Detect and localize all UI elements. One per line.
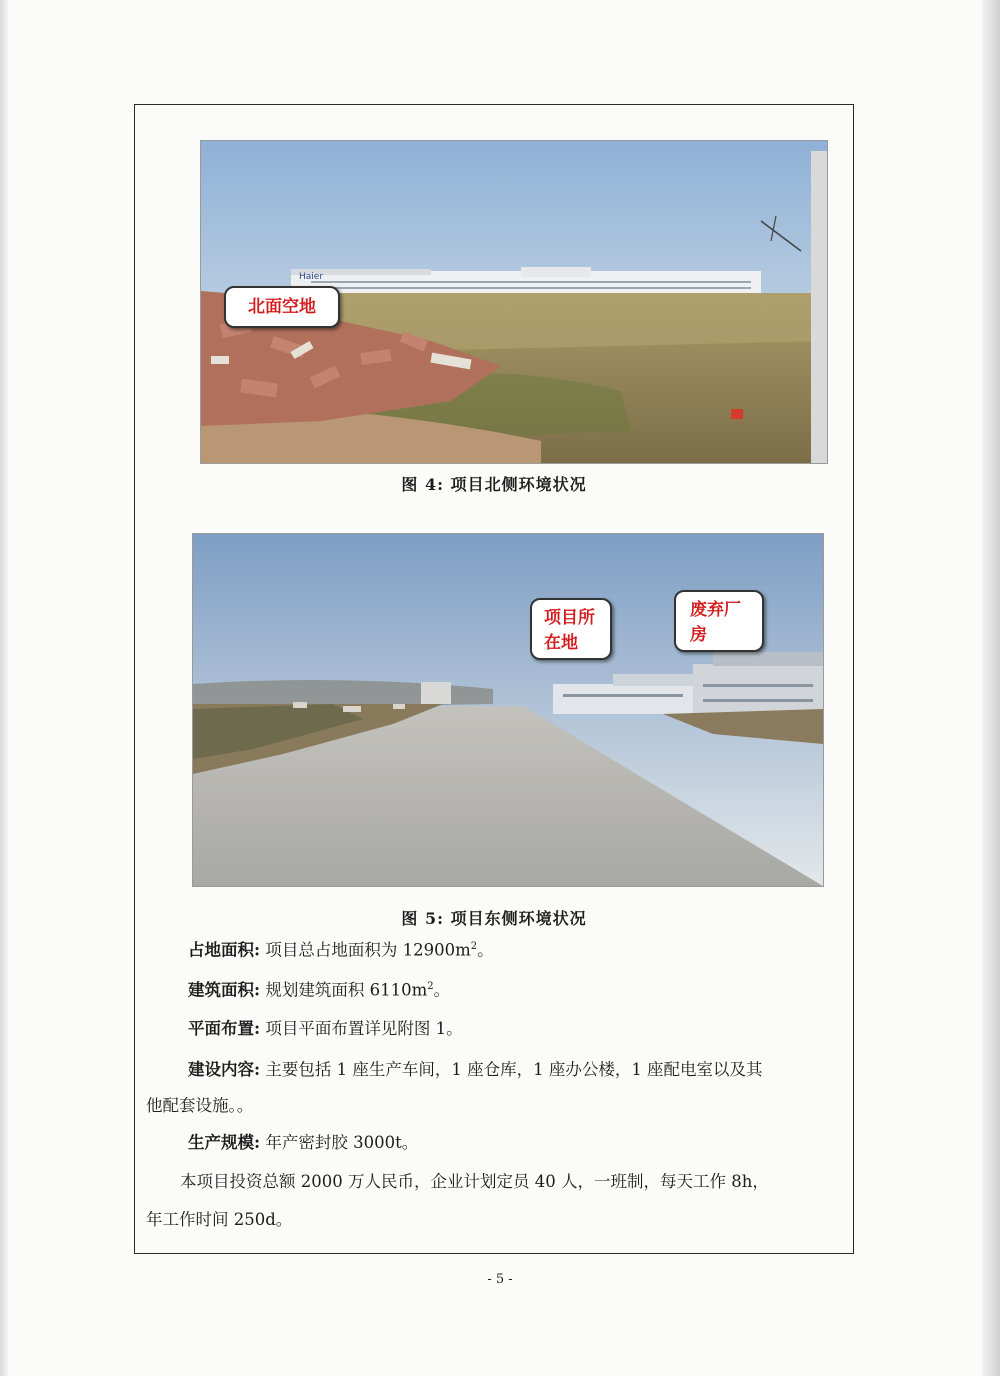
- figure-4-caption: 图 4: 项目北侧环境状况: [401, 475, 587, 494]
- construction-content-paragraph: [146, 1062, 888, 1079]
- site-area-label: 占地面积:: [188, 940, 261, 960]
- building-area-sup: 2: [427, 981, 434, 992]
- site-area-paragraph: [146, 942, 888, 959]
- production-scale-paragraph: [146, 1135, 888, 1152]
- figure-5-caption: 图 5: 项目东侧环境状况: [401, 909, 587, 928]
- production-scale-label: 生产规模:: [188, 1133, 261, 1152]
- scan-edge-left: [0, 0, 8, 1376]
- abandoned-plant-line-2: 房: [690, 625, 707, 645]
- production-scale-text: 年产密封胶 3000t。: [265, 1133, 419, 1152]
- building-area-text: 规划建筑面积 6110m: [265, 980, 428, 1000]
- construction-content-continuation: 他配套设施。。: [146, 1096, 254, 1115]
- figure-5-photo: [192, 533, 824, 887]
- building-area-paragraph: [146, 982, 888, 999]
- construction-content-line-1: 主要包括 1 座生产车间，1 座仓库，1 座办公楼，1 座配电室以及其: [265, 1060, 763, 1079]
- site-area-end: 。: [477, 940, 494, 960]
- factory-sign: Haier: [299, 272, 324, 282]
- figure-4-callout-bubble: [224, 286, 340, 328]
- investment-paragraph-line-2: 年工作时间 250d。: [146, 1210, 293, 1229]
- site-area-sup: 2: [470, 941, 478, 952]
- project-site-line-1: 项目所: [544, 608, 595, 628]
- layout-label: 平面布置:: [188, 1019, 261, 1038]
- construction-content-label: 建设内容:: [188, 1060, 261, 1079]
- layout-paragraph: [146, 1021, 888, 1038]
- scan-edge-right: [982, 0, 1000, 1376]
- layout-text: 项目平面布置详见附图 1。: [265, 1019, 463, 1038]
- building-area-label: 建筑面积:: [188, 980, 261, 1000]
- figure-5-abandoned-plant-bubble: [674, 590, 764, 652]
- investment-paragraph-line-1: 本项目投资总额 2000 万人民币，企业计划定员 40 人，一班制，每天工作 8h，: [180, 1172, 769, 1191]
- building-area-end: 。: [433, 980, 451, 1000]
- page-number: - 5 -: [487, 1272, 513, 1287]
- abandoned-plant-line-1: 废弃厂: [690, 600, 741, 620]
- site-area-text: 项目总占地面积为 12900m: [265, 940, 471, 960]
- callout-label: 北面空地: [248, 297, 316, 317]
- figure-5-project-site-bubble: [530, 598, 612, 660]
- project-site-line-2: 在地: [544, 633, 578, 653]
